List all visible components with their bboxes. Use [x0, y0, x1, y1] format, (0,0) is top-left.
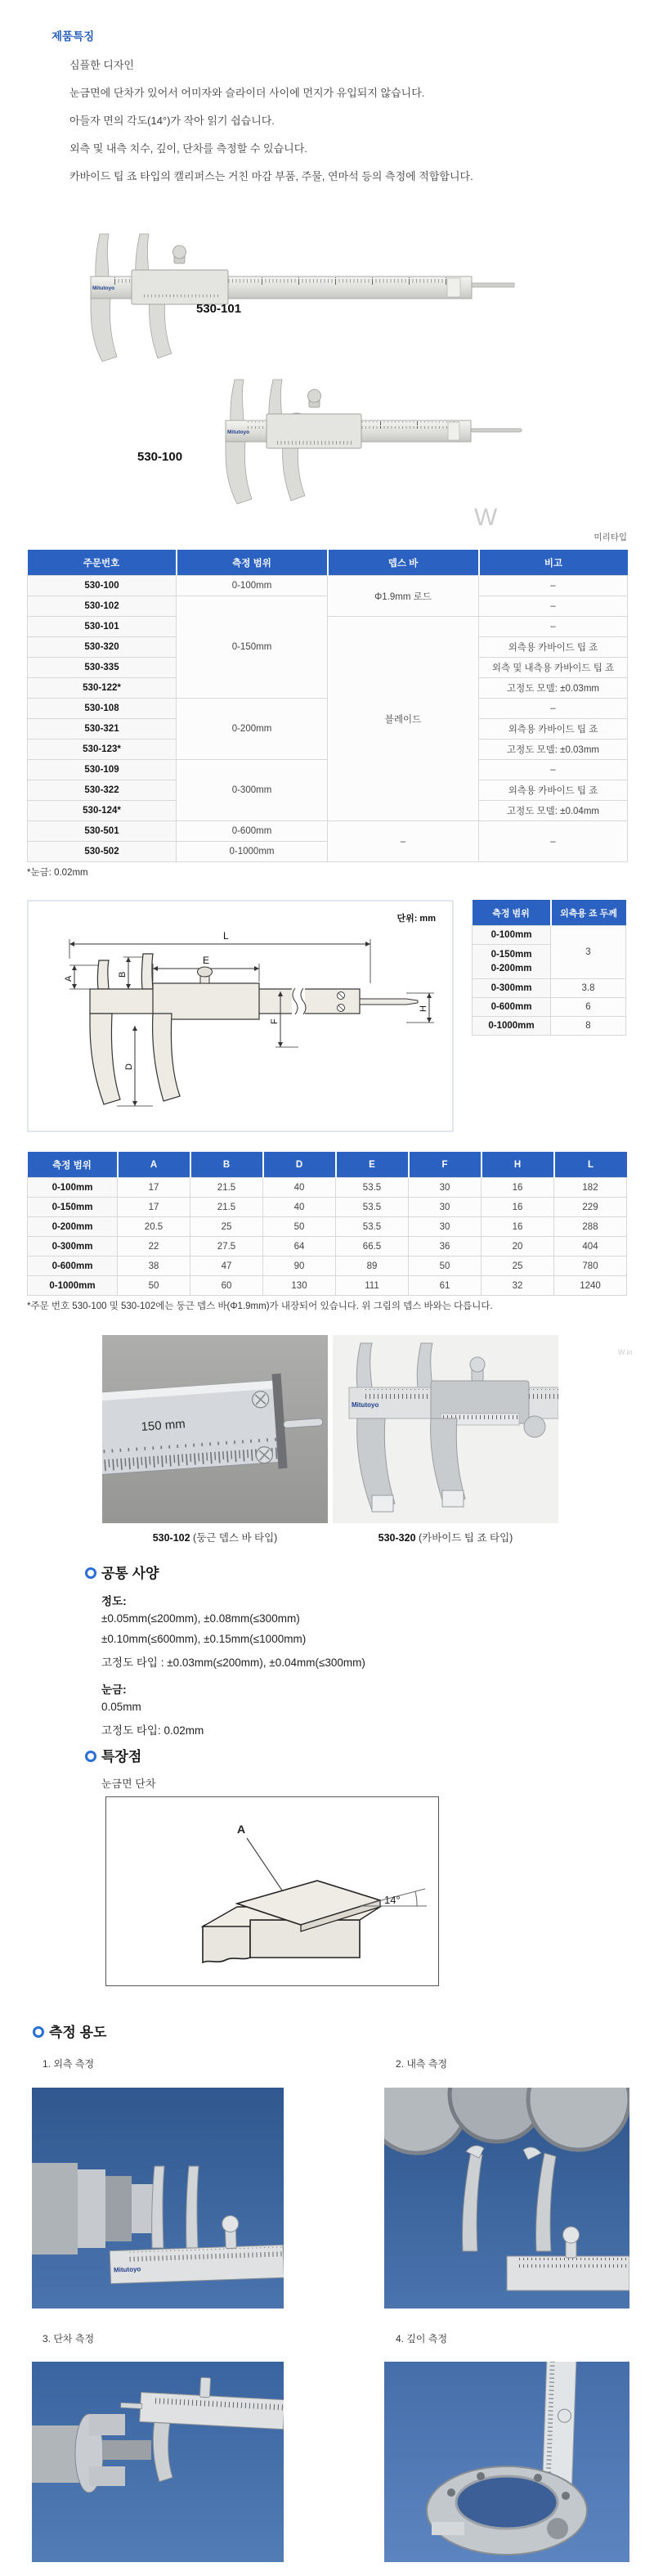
feature-heading: 특장점	[101, 1749, 142, 1765]
dim-header: 측정 범위	[28, 1152, 118, 1178]
order-header-remark: 비고	[479, 550, 628, 576]
usage-caption-4: 4. 깊이 측정	[396, 2333, 448, 2344]
order-range-cell: 0-100mm	[177, 576, 328, 596]
jaw-range-cell: 0-300mm	[473, 979, 551, 998]
brand-logo-text: Mitutoyo	[352, 1401, 379, 1409]
jaw-table-row	[473, 926, 626, 945]
dimension-cell: 89	[336, 1257, 409, 1276]
jaw-table-row	[473, 979, 626, 998]
order-remark-cell: 외측 및 내측용 카바이드 팁 죠	[479, 658, 628, 678]
jaw-table-row	[473, 1017, 626, 1036]
order-remark-cell: –	[479, 576, 628, 596]
section-bullet-icon	[33, 2026, 44, 2038]
accuracy-label: 정도:	[101, 1595, 127, 1607]
jaw-range-cell: 0-1000mm	[473, 1017, 551, 1036]
dimension-cell: 61	[409, 1276, 482, 1296]
feature-arrow-label: A	[237, 1823, 246, 1836]
order-model-cell: 530-102	[28, 596, 177, 617]
dim-header: F	[409, 1152, 482, 1178]
caliper-photo-530-101	[78, 227, 519, 368]
section-bullet-icon	[85, 1567, 96, 1579]
dim-header: H	[482, 1152, 554, 1178]
dimension-table-header-row	[28, 1152, 627, 1178]
order-model-cell: 530-101	[28, 617, 177, 637]
dimension-cell: 16	[482, 1217, 554, 1237]
dimension-cell: 25	[482, 1257, 554, 1276]
dimension-cell: 53.5	[336, 1178, 409, 1198]
dimension-cell: 36	[409, 1237, 482, 1257]
usage-photo-outside-measurement	[32, 2088, 284, 2309]
feature-caption: 눈금면 단차	[101, 1778, 156, 1790]
accuracy-line: 고정도 타입 : ±0.03mm(≤200mm), ±0.04mm(≤300mm)	[101, 1657, 365, 1669]
order-remark-cell: 외측용 카바이드 팁 죠	[479, 719, 628, 740]
dimension-table	[27, 1152, 627, 1296]
diagram-label-A: A	[64, 975, 74, 982]
dimension-cell: 50	[263, 1217, 336, 1237]
usage-photo-step-measurement	[32, 2362, 284, 2562]
feature-line: 아들자 면의 각도(14°)가 작아 읽기 쉽습니다.	[69, 115, 275, 127]
dimension-cell: 64	[263, 1237, 336, 1257]
dim-header: D	[263, 1152, 336, 1178]
dimension-table-row	[28, 1217, 627, 1237]
order-remark-cell: 외측용 카바이드 팁 죠	[479, 637, 628, 658]
graduation-line: 0.05mm	[101, 1701, 141, 1713]
feature-line: 외측 및 내측 치수, 깊이, 단차를 측정할 수 있습니다.	[69, 142, 307, 155]
order-model-cell: 530-321	[28, 719, 177, 740]
dimension-cell: 20.5	[118, 1217, 190, 1237]
order-table-header-row	[28, 550, 628, 576]
dimension-cell: 50	[118, 1276, 190, 1296]
order-range-cell: 0-200mm	[177, 699, 328, 760]
product-model-label: 530-100	[137, 450, 183, 464]
jaw-header-range: 측정 범위	[473, 900, 551, 926]
order-model-cell: 530-322	[28, 780, 177, 801]
dimension-diagram	[29, 901, 452, 1131]
order-remark-cell: –	[479, 596, 628, 617]
diagram-label-E: E	[203, 955, 210, 966]
dimension-cell: 16	[482, 1198, 554, 1217]
jaw-thickness-cell: 6	[551, 998, 626, 1017]
order-remark-cell: –	[479, 699, 628, 719]
order-model-cell: 530-100	[28, 576, 177, 596]
graduation-label: 눈금:	[101, 1684, 127, 1696]
dimension-cell: 17	[118, 1198, 190, 1217]
dim-header: E	[336, 1152, 409, 1178]
brand-logo-text: Mitutoyo	[227, 429, 250, 435]
dimension-cell: 21.5	[190, 1198, 263, 1217]
order-model-cell: 530-123*	[28, 740, 177, 760]
dimension-diagram-box	[27, 900, 454, 1132]
dimension-cell: 182	[554, 1178, 627, 1198]
order-range-cell: 0-600mm	[177, 821, 328, 842]
section-bullet-icon	[85, 1751, 96, 1762]
jaw-header-thickness: 외측용 죠 두께	[551, 900, 626, 926]
order-remark-cell: 고정도 모델: ±0.03mm	[479, 740, 628, 760]
photo-530-102-depth-bar	[102, 1335, 328, 1523]
order-depth-cell: –	[328, 821, 479, 862]
dimension-cell: 16	[482, 1178, 554, 1198]
dimension-cell: 780	[554, 1257, 627, 1276]
dimension-cell: 17	[118, 1178, 190, 1198]
usage-photo-depth-measurement	[384, 2362, 629, 2562]
diagram-label-L: L	[223, 930, 229, 942]
metric-type-label: 미리타입	[594, 533, 627, 542]
jaw-thickness-cell: 3	[551, 926, 626, 979]
order-remark-cell: 외측용 카바이드 팁 죠	[479, 780, 628, 801]
order-table-row	[28, 821, 628, 842]
graduation-line: 고정도 타입: 0.02mm	[101, 1724, 204, 1737]
order-remark-cell: –	[479, 821, 628, 862]
order-table-row	[28, 576, 628, 596]
order-range-cell: 0-1000mm	[177, 842, 328, 862]
jaw-thickness-table	[472, 900, 626, 1036]
order-model-cell: 530-108	[28, 699, 177, 719]
dimension-cell: 0-200mm	[28, 1217, 118, 1237]
dimension-cell: 229	[554, 1198, 627, 1217]
order-remark-cell: 고정도 모델: ±0.03mm	[479, 678, 628, 699]
order-model-cell: 530-502	[28, 842, 177, 862]
dimension-cell: 20	[482, 1237, 554, 1257]
dimension-table-row	[28, 1276, 627, 1296]
dimension-table-row	[28, 1237, 627, 1257]
order-table-footnote: *눈금: 0.02mm	[27, 868, 88, 878]
feature-line: 카바이드 팁 죠 타입의 캘리퍼스는 거친 마감 부품, 주물, 연마석 등의 측정에 적합합니다.	[69, 170, 473, 182]
order-model-cell: 530-501	[28, 821, 177, 842]
dimension-cell: 25	[190, 1217, 263, 1237]
photo-530-320-carbide-jaw	[333, 1335, 558, 1523]
dim-header: L	[554, 1152, 627, 1178]
order-header-depth: 뎁스 바	[328, 550, 479, 576]
order-remark-cell: –	[479, 617, 628, 637]
photo-caption-530-320: 530-320 (카바이드 팁 죠 타입)	[378, 1532, 513, 1544]
dimension-cell: 40	[263, 1178, 336, 1198]
scale-range-text: 150 mm	[141, 1417, 186, 1435]
dimension-cell: 47	[190, 1257, 263, 1276]
dimension-cell: 27.5	[190, 1237, 263, 1257]
brand-logo-text: Mitutoyo	[113, 2265, 141, 2274]
usage-photo-inside-measurement	[384, 2088, 629, 2309]
dimension-table-row	[28, 1257, 627, 1276]
diagram-label-F: F	[270, 1018, 280, 1024]
jaw-range-cell: 0-600mm	[473, 998, 551, 1017]
dimension-table-row	[28, 1178, 627, 1198]
diagram-label-D: D	[124, 1063, 134, 1070]
diagram-label-H: H	[419, 1005, 428, 1012]
dimension-cell: 288	[554, 1217, 627, 1237]
dimension-cell: 53.5	[336, 1217, 409, 1237]
watermark-win: W.in	[618, 1348, 633, 1356]
jaw-table-header-row	[473, 900, 626, 926]
order-header-model: 주문번호	[28, 550, 177, 576]
brand-logo-text: Mitutoyo	[92, 285, 115, 291]
diagram-unit-label: 단위: mm	[396, 914, 436, 924]
dim-header: B	[190, 1152, 263, 1178]
dimension-cell: 32	[482, 1276, 554, 1296]
dimension-cell: 60	[190, 1276, 263, 1296]
order-depth-cell: Φ1.9mm 로드	[328, 576, 479, 617]
dimension-cell: 0-150mm	[28, 1198, 118, 1217]
dimension-cell: 130	[263, 1276, 336, 1296]
dimension-cell: 111	[336, 1276, 409, 1296]
dimension-cell: 30	[409, 1178, 482, 1198]
order-model-cell: 530-320	[28, 637, 177, 658]
order-model-cell: 530-124*	[28, 801, 177, 821]
usage-caption-2: 2. 내측 측정	[396, 2058, 448, 2070]
dimension-cell: 22	[118, 1237, 190, 1257]
photo-caption-530-102: 530-102 (둥근 뎁스 바 타입)	[152, 1532, 278, 1544]
dimension-cell: 30	[409, 1198, 482, 1217]
dimension-cell: 0-600mm	[28, 1257, 118, 1276]
order-range-cell: 0-150mm	[177, 596, 328, 699]
product-model-label: 530-101	[196, 302, 242, 316]
order-depth-cell: 블레이드	[328, 617, 479, 821]
accuracy-line: ±0.10mm(≤600mm), ±0.15mm(≤1000mm)	[101, 1633, 307, 1645]
feature-line: 눈금면에 단차가 있어서 어미자와 슬라이더 사이에 먼지가 유입되지 않습니다.	[69, 87, 425, 99]
dimension-cell: 404	[554, 1237, 627, 1257]
dimension-cell: 30	[409, 1217, 482, 1237]
usage-caption-3: 3. 단차 측정	[43, 2333, 95, 2344]
jaw-thickness-cell: 8	[551, 1017, 626, 1036]
order-header-range: 측정 범위	[177, 550, 328, 576]
order-table	[27, 550, 628, 862]
feature-diagram-box	[105, 1796, 439, 1986]
dimension-cell: 90	[263, 1257, 336, 1276]
feature-line: 심플한 디자인	[69, 59, 134, 71]
caliper-photo-530-100	[123, 375, 531, 510]
diagram-label-B: B	[118, 971, 128, 978]
feature-angle-label: 14°	[384, 1894, 401, 1906]
common-spec-heading: 공통 사양	[101, 1566, 159, 1581]
order-model-cell: 530-122*	[28, 678, 177, 699]
dimension-cell: 50	[409, 1257, 482, 1276]
order-remark-cell: –	[479, 760, 628, 780]
order-range-cell: 0-300mm	[177, 760, 328, 821]
jaw-range-cell: 0-150mm 0-200mm	[473, 945, 551, 979]
order-model-cell: 530-109	[28, 760, 177, 780]
jaw-table-row	[473, 998, 626, 1017]
accuracy-line: ±0.05mm(≤200mm), ±0.08mm(≤300mm)	[101, 1612, 300, 1625]
watermark-w: W	[474, 504, 498, 531]
order-model-cell: 530-335	[28, 658, 177, 678]
dimension-cell: 21.5	[190, 1178, 263, 1198]
dimension-table-footnote: *주문 번호 530-100 및 530-102에는 둥근 뎁스 바(Φ1.9mm)가 내장되어 있습니다. 위 그림의 뎁스 바와는 다릅니다.	[27, 1301, 493, 1311]
feature-diagram	[106, 1797, 438, 1985]
dimension-cell: 0-100mm	[28, 1178, 118, 1198]
dimension-table-row	[28, 1198, 627, 1217]
dimension-cell: 40	[263, 1198, 336, 1217]
dimension-cell: 66.5	[336, 1237, 409, 1257]
page-title: 제품특징	[52, 30, 95, 43]
dimension-cell: 38	[118, 1257, 190, 1276]
dimension-cell: 0-1000mm	[28, 1276, 118, 1296]
order-remark-cell: 고정도 모델: ±0.04mm	[479, 801, 628, 821]
order-table-row	[28, 617, 628, 637]
jaw-range-cell: 0-100mm	[473, 926, 551, 945]
usage-heading: 측정 용도	[49, 2025, 107, 2040]
dimension-cell: 1240	[554, 1276, 627, 1296]
dimension-cell: 0-300mm	[28, 1237, 118, 1257]
usage-caption-1: 1. 외측 측정	[43, 2058, 95, 2070]
dimension-cell: 53.5	[336, 1198, 409, 1217]
dim-header: A	[118, 1152, 190, 1178]
jaw-thickness-cell: 3.8	[551, 979, 626, 998]
